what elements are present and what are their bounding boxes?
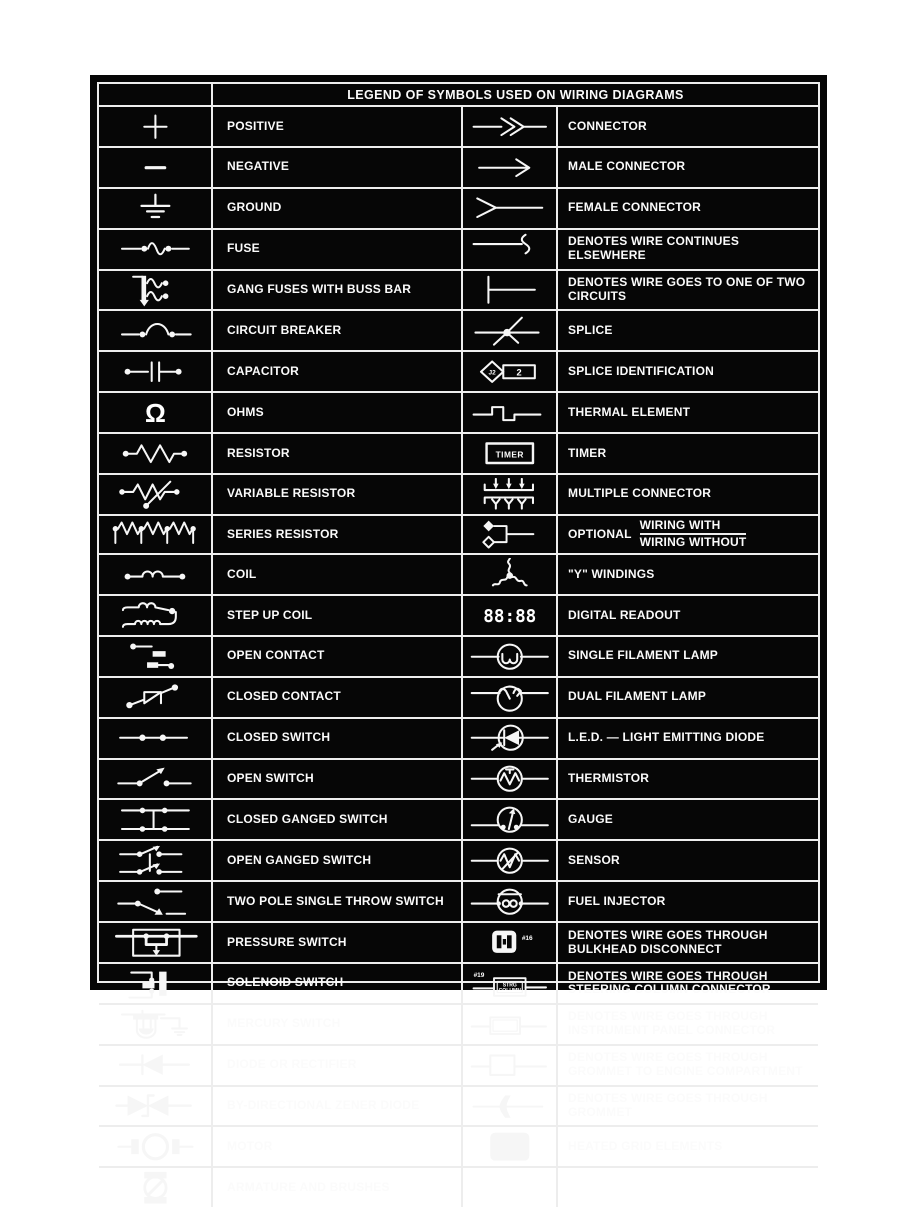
row-label: HEATED GRID ELEMENTS — [568, 1138, 723, 1153]
row-label: DENOTES WIRE GOES THROUGH INSTRUMENT PANEL CONNECTOR — [568, 1009, 776, 1038]
row-label: MERCURY SWITCH — [227, 1016, 341, 1031]
fuse-icon — [99, 230, 213, 269]
table-row — [99, 148, 818, 189]
row-label: SPLICE IDENTIFICATION — [568, 363, 714, 378]
row-label: FUEL INJECTOR — [568, 893, 666, 908]
row-label: DENOTES WIRE GOES THROUGH BULKHEAD DISCONNECT — [568, 927, 768, 956]
table-row — [99, 1087, 818, 1128]
row-label: OPEN SWITCH — [227, 771, 314, 786]
row-label: PRESSURE SWITCH — [227, 934, 347, 949]
row-label: THERMAL ELEMENT — [568, 404, 691, 419]
digital-readout-icon — [463, 596, 558, 635]
optional-wiring-icon — [463, 516, 558, 553]
legend-table — [90, 75, 827, 1194]
table-row — [99, 964, 818, 1005]
splice-icon — [463, 311, 558, 350]
steering-column-icon — [463, 964, 558, 1003]
table-title-cell — [213, 84, 818, 105]
table-row — [99, 475, 818, 516]
table-row — [99, 189, 818, 230]
table-row — [99, 393, 818, 434]
variable-resistor-icon — [99, 475, 213, 514]
row-label: MOTOR — [227, 1138, 273, 1153]
solenoid-switch-icon — [99, 964, 213, 1003]
connector-icon — [463, 107, 558, 146]
led-icon — [463, 719, 558, 758]
table-row — [99, 1127, 818, 1168]
svg-text:Ω: Ω — [144, 397, 166, 428]
heated-grid-icon — [463, 1127, 558, 1166]
row-label: TIMER — [568, 445, 607, 460]
table-row — [99, 311, 818, 352]
dual-filament-lamp-icon — [463, 678, 558, 717]
row-label: DENOTES WIRE GOES THROUGH STEERING COLUMN CONNECTOR — [568, 968, 771, 997]
row-label: CAPACITOR — [227, 363, 300, 378]
row-label: DIGITAL READOUT — [568, 607, 681, 622]
svg-text:88:88: 88:88 — [482, 606, 537, 627]
series-resistor-icon — [99, 516, 213, 553]
row-label: DENOTES WIRE GOES THROUGH GROMMET TO ENGINE COMPARTMENT — [568, 1050, 803, 1079]
engine-grommet-icon — [463, 1046, 558, 1085]
row-label: POSITIVE — [227, 118, 284, 133]
svg-text:TIMER: TIMER — [495, 449, 524, 460]
row-label: CLOSED GANGED SWITCH — [227, 811, 388, 826]
table-row — [99, 230, 818, 271]
ground-icon — [99, 189, 213, 228]
table-row — [99, 1005, 818, 1046]
sensor-icon — [463, 841, 558, 880]
wire-continues-icon — [463, 230, 558, 269]
svg-text:2: 2 — [516, 367, 522, 378]
table-row — [99, 1046, 818, 1087]
row-label: ARMATURE AND BRUSHES — [227, 1179, 390, 1194]
multiple-connector-icon — [463, 475, 558, 514]
open-ganged-switch-icon — [99, 841, 213, 880]
table-row — [99, 555, 818, 596]
table-row — [99, 678, 818, 719]
legend-table-grid — [97, 82, 820, 1194]
row-label: STEP UP COIL — [227, 607, 313, 622]
row-label: DENOTES WIRE GOES TO ONE OF TWO CIRCUITS — [568, 275, 806, 303]
row-label: FEMALE CONNECTOR — [568, 200, 701, 215]
row-label: "Y" WINDINGS — [568, 566, 655, 581]
row-label: OHMS — [227, 404, 264, 419]
y-windings-icon — [463, 555, 558, 594]
row-label: VARIABLE RESISTOR — [227, 486, 356, 501]
table-row — [99, 841, 818, 882]
svg-text:#19: #19 — [473, 971, 485, 979]
instrument-panel-icon — [463, 1005, 558, 1044]
male-connector-icon — [463, 148, 558, 187]
table-row — [99, 637, 818, 678]
row-label: SERIES RESISTOR — [227, 526, 339, 541]
svg-text:#16: #16 — [521, 934, 533, 942]
row-label: CONNECTOR — [568, 118, 647, 133]
diode-icon — [99, 1046, 213, 1085]
row-label: BY-DIRECTIONAL ZENER DIODE — [227, 1098, 420, 1113]
svg-text:INST: INST — [499, 1020, 511, 1027]
row-label: COIL — [227, 566, 257, 581]
row-label: THERMISTOR — [568, 771, 650, 786]
table-header-row — [99, 84, 818, 107]
circuit-breaker-icon — [99, 311, 213, 350]
row-label: OPEN GANGED SWITCH — [227, 852, 372, 867]
capacitor-icon — [99, 352, 213, 391]
row-label: RESISTOR — [227, 445, 290, 460]
wire-two-circuits-icon — [463, 271, 558, 310]
two-pole-single-throw-switch-icon — [99, 882, 213, 921]
row-label: CLOSED SWITCH — [227, 730, 331, 745]
mercury-switch-icon — [99, 1005, 213, 1044]
row-label: DIODE OR RECTIFIER — [227, 1057, 357, 1072]
table-row — [99, 882, 818, 923]
closed-switch-icon — [99, 719, 213, 758]
optional-label-cell — [558, 516, 818, 553]
closed-ganged-switch-icon — [99, 800, 213, 839]
row-label: CLOSED CONTACT — [227, 689, 341, 704]
row-label: SPLICE — [568, 322, 613, 337]
table-row — [99, 800, 818, 841]
zener-diode-icon — [99, 1087, 213, 1126]
bulkhead-disconnect-icon — [463, 923, 558, 962]
fuel-injector-icon — [463, 882, 558, 921]
grommet-icon — [463, 1087, 558, 1126]
table-row — [99, 107, 818, 148]
wiring-without-label: WIRING WITHOUT — [639, 535, 747, 550]
svg-text:#7: #7 — [517, 1051, 526, 1059]
row-label: CIRCUIT BREAKER — [227, 322, 342, 337]
table-row — [99, 271, 818, 312]
table-row — [99, 719, 818, 760]
header-empty-cell — [99, 84, 213, 105]
row-label: L.E.D. — LIGHT EMITTING DIODE — [568, 730, 765, 745]
gang-fuses-icon — [99, 271, 213, 310]
single-filament-lamp-icon — [463, 637, 558, 676]
row-label: GROUND — [227, 200, 282, 215]
female-connector-icon — [463, 189, 558, 228]
positive-icon — [99, 107, 213, 146]
row-label: GAUGE — [568, 811, 614, 826]
svg-text:STRG: STRG — [502, 982, 517, 989]
svg-text:COLUMN: COLUMN — [498, 987, 521, 994]
row-label: NEGATIVE — [227, 159, 290, 174]
row-label: SINGLE FILAMENT LAMP — [568, 648, 718, 663]
step-up-coil-icon — [99, 596, 213, 635]
svg-text:#14: #14 — [523, 1012, 535, 1020]
ohms-icon — [99, 393, 213, 432]
row-label: GANG FUSES WITH BUSS BAR — [227, 282, 412, 297]
table-title: LEGEND OF SYMBOLS USED ON WIRING DIAGRAMS — [347, 87, 684, 102]
row-label: TWO POLE SINGLE THROW SWITCH — [227, 893, 444, 908]
svg-text:PANEL: PANEL — [496, 1025, 514, 1032]
row-label: FUSE — [227, 241, 260, 256]
thermal-element-icon — [463, 393, 558, 432]
gauge-icon — [463, 800, 558, 839]
coil-icon — [99, 555, 213, 594]
svg-text:J2: J2 — [488, 369, 496, 377]
closed-contact-icon — [99, 678, 213, 717]
row-label: DUAL FILAMENT LAMP — [568, 689, 707, 704]
row-label: MULTIPLE CONNECTOR — [568, 486, 712, 501]
table-row — [99, 434, 818, 475]
row-label: DENOTES WIRE GOES THROUGH GROMMET — [568, 1091, 768, 1119]
table-row — [99, 923, 818, 964]
table-row — [99, 596, 818, 637]
timer-icon — [463, 434, 558, 473]
table-row — [99, 352, 818, 393]
motor-icon — [99, 1127, 213, 1166]
open-contact-icon — [99, 637, 213, 676]
svg-text:ENG: ENG — [495, 1064, 510, 1072]
open-switch-icon — [99, 760, 213, 799]
row-label: SOLENOID SWITCH — [227, 975, 344, 990]
negative-icon — [99, 148, 213, 187]
thermistor-icon — [463, 760, 558, 799]
table-row — [99, 760, 818, 801]
row-label: SENSOR — [568, 852, 620, 867]
row-label: MALE CONNECTOR — [568, 159, 686, 174]
table-row — [99, 516, 818, 555]
resistor-icon — [99, 434, 213, 473]
row-label: OPEN CONTACT — [227, 648, 325, 663]
row-label: OPTIONAL — [568, 526, 632, 541]
splice-identification-icon — [463, 352, 558, 391]
pressure-switch-icon — [99, 923, 213, 962]
wiring-with-label: WIRING WITH — [639, 517, 721, 532]
row-label: DENOTES WIRE CONTINUES ELSEWHERE — [568, 234, 740, 263]
